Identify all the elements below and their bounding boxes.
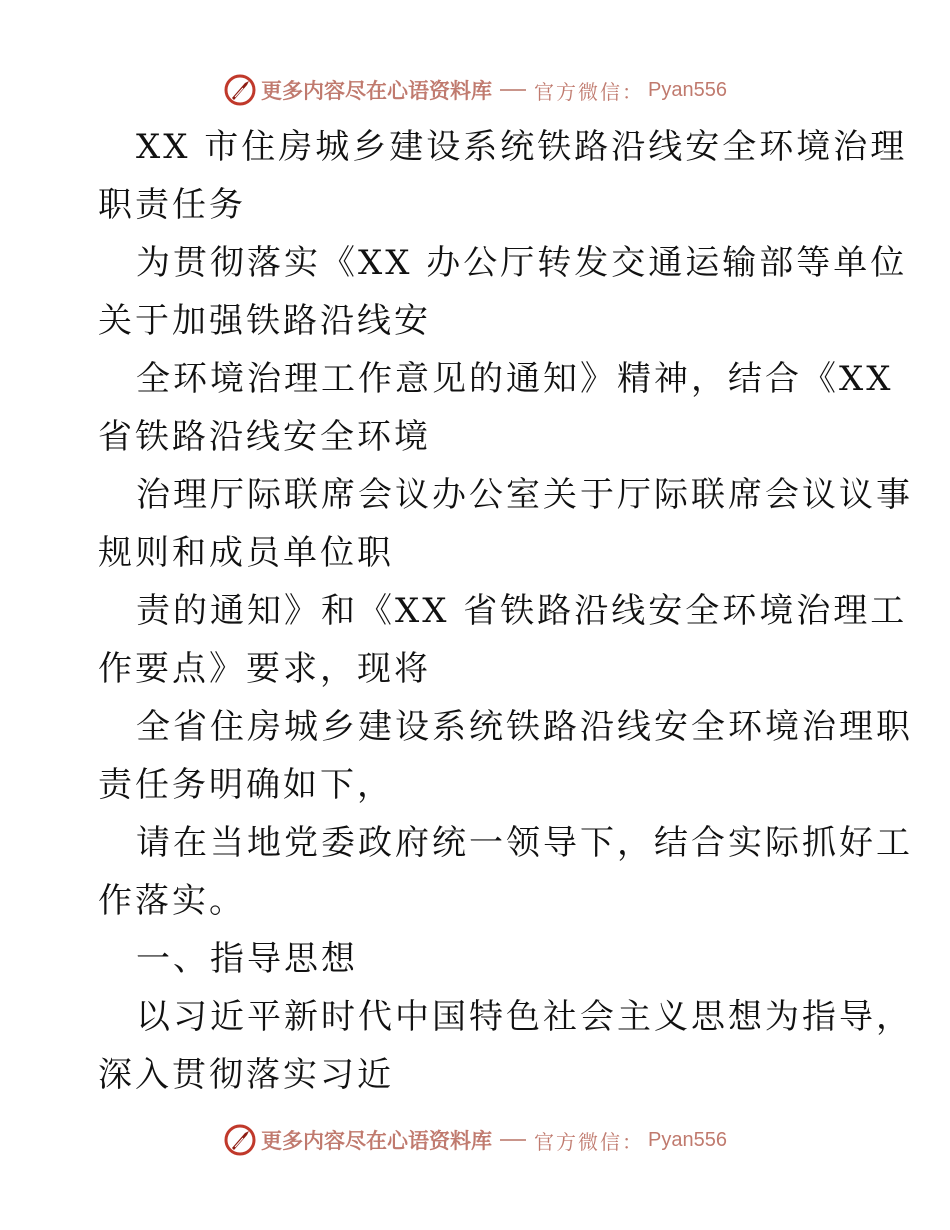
watermark-main-text: 更多内容尽在心语资料库 [261,78,493,103]
doc-line: 以习近平新时代中国特色社会主义思想为指导， [136,997,913,1037]
doc-line: 关于加强铁路沿线安 [98,301,431,341]
doc-line: 为贯彻落实《XX 办公厅转发交通运输部等单位 [136,243,908,283]
watermark-sub-text: 官方微信： [534,79,645,104]
watermark-wechat-id: Pyan556 [648,78,727,101]
watermark-wechat-id: Pyan556 [648,1128,727,1151]
doc-line: 责的通知》和《XX 省铁路沿线安全环境治理工 [136,591,908,631]
doc-line: 省铁路沿线安全环境 [98,417,431,457]
watermark-dash [500,1139,526,1141]
doc-line: 治理厅际联席会议办公室关于厅际联席会议议事 [136,475,913,515]
doc-line: XX 市住房城乡建设系统铁路沿线安全环境治理 [136,127,908,167]
doc-line: 深入贯彻落实习近 [98,1055,394,1095]
doc-line: 全环境治理工作意见的通知》精神，结合《XX [136,359,894,399]
doc-line: 全省住房城乡建设系统铁路沿线安全环境治理职 [136,707,913,747]
doc-line: 责任务明确如下， [98,765,394,805]
quill-pen-logo-icon [223,1123,257,1157]
section-heading: 一、指导思想 [136,939,358,979]
watermark-main-text: 更多内容尽在心语资料库 [261,1128,493,1153]
doc-line: 作落实。 [98,881,246,921]
document-body [98,118,913,1104]
watermark-dash [500,89,526,91]
doc-line: 作要点》要求，现将 [98,649,431,689]
header-watermark [0,70,950,110]
doc-line: 职责任务 [98,185,246,225]
doc-line: 请在当地党委政府统一领导下，结合实际抓好工 [136,823,913,863]
doc-line: 规则和成员单位职 [98,533,394,573]
watermark-sub-text: 官方微信： [534,1129,645,1154]
footer-watermark [0,1120,950,1160]
quill-pen-logo-icon [223,73,257,107]
